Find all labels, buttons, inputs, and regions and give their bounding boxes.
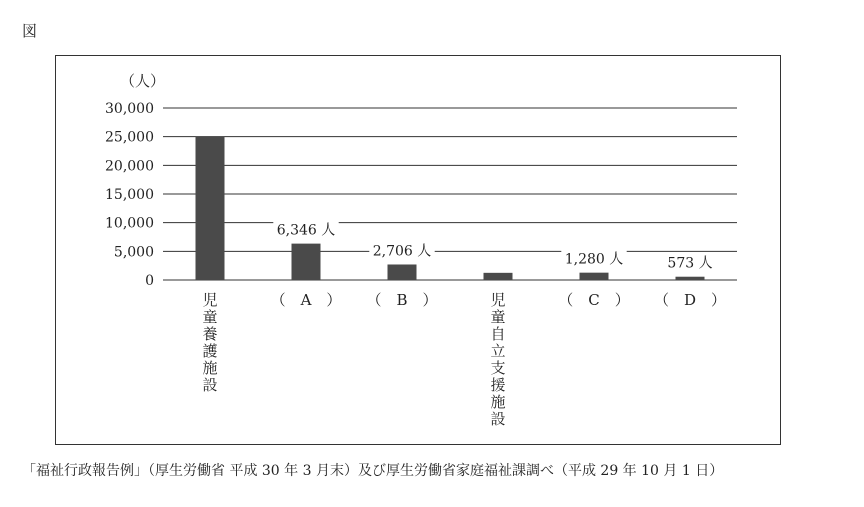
- category-label-char: 童: [490, 308, 506, 326]
- y-unit-label: （人）: [120, 72, 166, 90]
- y-tick-label: 10,000: [105, 215, 154, 232]
- y-tick-label: 5,000: [113, 244, 154, 261]
- category-label-char: 設: [490, 410, 506, 428]
- category-label-char: 護: [202, 342, 218, 360]
- data-label: 573 人: [667, 255, 713, 272]
- category-label-char: 立: [490, 342, 506, 360]
- bar: [676, 277, 705, 280]
- category-label-char: 児: [490, 291, 506, 309]
- bar: [196, 137, 225, 280]
- category-label-char: 援: [490, 376, 506, 394]
- y-tick-label: 0: [145, 273, 154, 289]
- category-label-char: 童: [202, 308, 218, 326]
- y-tick-label: 15,000: [105, 187, 154, 203]
- category-label-char: 支: [490, 359, 506, 377]
- data-label: 1,280 人: [564, 251, 624, 268]
- bar: [580, 273, 609, 280]
- category-label: （ B ）: [366, 291, 438, 309]
- category-label: （ C ）: [558, 291, 630, 309]
- category-label: （ D ）: [653, 291, 727, 309]
- figure-label: 図: [22, 22, 38, 40]
- category-label-char: 施: [202, 359, 218, 377]
- category-label-char: 施: [490, 393, 506, 411]
- y-tick-label: 25,000: [105, 129, 154, 146]
- bar: [484, 273, 513, 280]
- data-label: 6,346 人: [276, 222, 336, 239]
- bar: [388, 264, 417, 280]
- category-label: （ A ）: [270, 291, 342, 309]
- y-tick-label: 20,000: [105, 158, 154, 175]
- category-label-char: 自: [490, 325, 506, 343]
- category-label-char: 設: [202, 376, 218, 394]
- source-note: 「福祉行政報告例」（厚生労働省 平成 30 年 3 月末）及び厚生労働省家庭福祉課調べ（平成 29 年 10 月 1 日）: [22, 463, 724, 479]
- category-label-char: 養: [202, 325, 218, 343]
- category-label-char: 児: [202, 291, 218, 309]
- bar: [292, 244, 321, 280]
- y-tick-label: 30,000: [105, 101, 154, 117]
- data-label: 2,706 人: [372, 243, 432, 260]
